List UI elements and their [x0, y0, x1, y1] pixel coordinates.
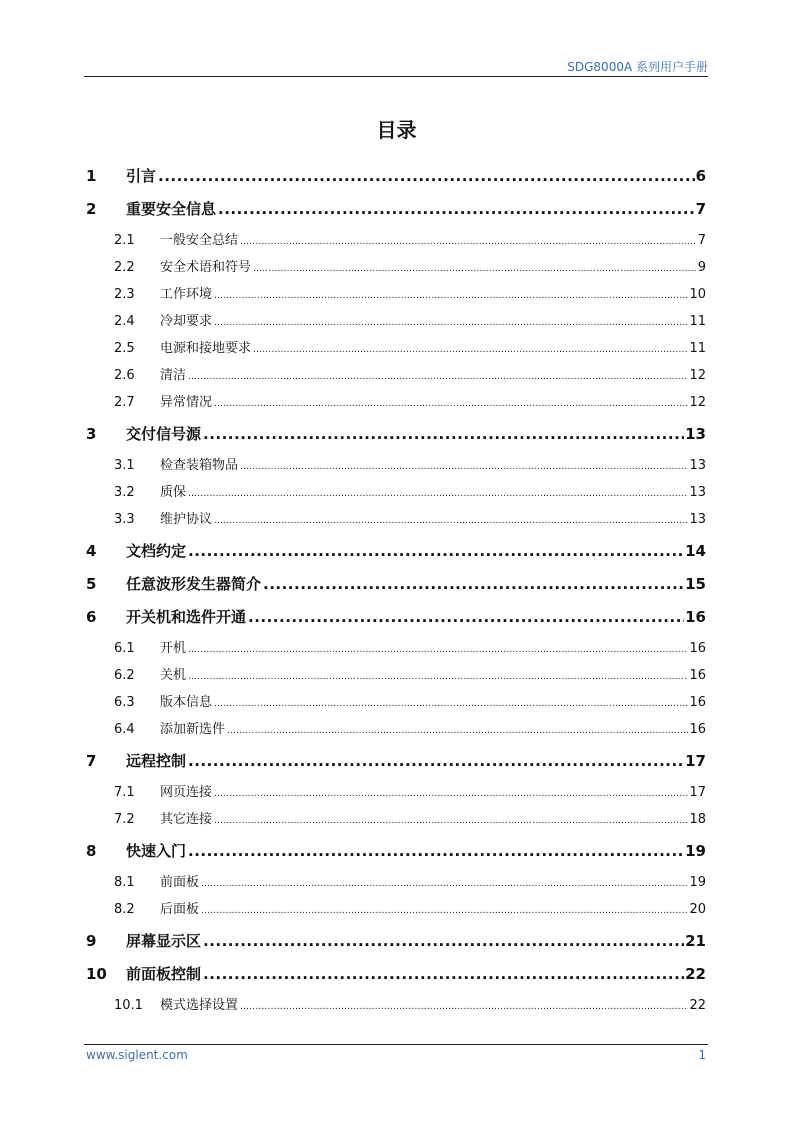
toc-section-entry[interactable]	[84, 308, 706, 335]
toc-entry-page: 13	[685, 425, 706, 443]
toc-entry-number: 5	[86, 575, 97, 593]
toc-entry-page: 22	[685, 965, 706, 983]
toc-entry-label: 开机	[160, 641, 187, 656]
toc-entry-page: 16	[689, 668, 706, 683]
toc-dot-leader	[188, 746, 684, 776]
toc-section-entry[interactable]	[84, 992, 706, 1019]
toc-entry-page: 12	[689, 368, 706, 383]
toc-entry-label: 工作环境	[160, 287, 213, 302]
toc-chapter-entry[interactable]	[84, 926, 706, 956]
toc-entry-page: 14	[685, 542, 706, 560]
toc-entry-page: 13	[689, 458, 706, 473]
toc-section-entry[interactable]	[84, 479, 706, 506]
toc-entry-page: 19	[685, 842, 706, 860]
toc-chapter-entry[interactable]	[84, 569, 706, 599]
toc-entry-number: 8	[86, 842, 97, 860]
toc-section-entry[interactable]	[84, 281, 706, 308]
toc-section-entry[interactable]	[84, 689, 706, 716]
toc-entry-number: 6.4	[114, 722, 135, 737]
toc-entry-label: 前面板控制	[126, 965, 202, 983]
toc-section-entry[interactable]	[84, 779, 706, 806]
toc-entry-label: 质保	[160, 485, 187, 500]
toc-entry-label: 电源和接地要求	[160, 341, 252, 356]
toc-dot-leader	[214, 506, 688, 533]
toc-dot-leader	[158, 161, 695, 191]
toc-dot-leader	[218, 194, 695, 224]
toc-entry-label: 任意波形发生器简介	[126, 575, 262, 593]
toc-entry-label: 屏幕显示区	[126, 932, 202, 950]
toc-entry-number: 1	[86, 167, 97, 185]
toc-section-entry[interactable]	[84, 869, 706, 896]
toc-entry-label: 模式选择设置	[160, 998, 239, 1013]
toc-section-entry[interactable]	[84, 635, 706, 662]
toc-dot-leader	[188, 536, 684, 566]
toc-entry-label: 前面板	[160, 875, 200, 890]
toc-entry-label: 网页连接	[160, 785, 213, 800]
toc-entry-number: 2.4	[114, 314, 135, 329]
toc-entry-label: 开关机和选件开通	[126, 608, 247, 626]
toc-entry-page: 11	[689, 314, 706, 329]
toc-entry-label: 文档约定	[126, 542, 187, 560]
toc-entry-page: 18	[689, 812, 706, 827]
toc-entry-label: 快速入门	[126, 842, 187, 860]
toc-dot-leader	[188, 362, 688, 389]
toc-section-entry[interactable]	[84, 389, 706, 416]
toc-entry-number: 2.1	[114, 233, 135, 248]
toc-entry-page: 7	[697, 233, 706, 248]
toc-entry-label: 引言	[126, 167, 157, 185]
toc-entry-number: 10	[86, 965, 107, 983]
toc-entry-number: 2.2	[114, 260, 135, 275]
toc-entry-label: 安全术语和符号	[160, 260, 252, 275]
toc-entry-number: 6.1	[114, 641, 135, 656]
toc-entry-page: 6	[695, 167, 706, 185]
toc-dot-leader	[240, 452, 688, 479]
toc-dot-leader	[214, 806, 688, 833]
toc-entry-page: 10	[689, 287, 706, 302]
toc-entry-number: 7	[86, 752, 97, 770]
toc-section-entry[interactable]	[84, 362, 706, 389]
toc-section-entry[interactable]	[84, 506, 706, 533]
toc-section-entry[interactable]	[84, 806, 706, 833]
toc-entry-page: 22	[689, 998, 706, 1013]
toc-section-entry[interactable]	[84, 896, 706, 923]
toc-section-entry[interactable]	[84, 335, 706, 362]
toc-entry-label: 异常情况	[160, 395, 213, 410]
toc-entry-number: 2.3	[114, 287, 135, 302]
toc-dot-leader	[203, 926, 684, 956]
toc-entry-page: 11	[689, 341, 706, 356]
running-header: SDG8000A 系列用户手册	[567, 60, 708, 74]
toc-chapter-entry[interactable]	[84, 194, 706, 224]
toc-entry-page: 17	[685, 752, 706, 770]
toc-entry-page: 16	[689, 641, 706, 656]
toc-dot-leader	[214, 779, 688, 806]
toc-chapter-entry[interactable]	[84, 419, 706, 449]
toc-entry-label: 其它连接	[160, 812, 213, 827]
toc-dot-leader	[240, 992, 688, 1019]
toc-entry-page: 16	[685, 608, 706, 626]
toc-entry-number: 7.1	[114, 785, 135, 800]
toc-dot-leader	[240, 227, 697, 254]
toc-dot-leader	[253, 335, 688, 362]
toc-section-entry[interactable]	[84, 254, 706, 281]
header-divider	[84, 76, 708, 77]
toc-entry-label: 远程控制	[126, 752, 187, 770]
toc-dot-leader	[201, 869, 688, 896]
toc-entry-label: 重要安全信息	[126, 200, 217, 218]
toc-section-entry[interactable]	[84, 227, 706, 254]
toc-entry-number: 3.3	[114, 512, 135, 527]
toc-section-entry[interactable]	[84, 716, 706, 743]
footer-page-number: 1	[698, 1048, 706, 1062]
toc-entry-number: 6.2	[114, 668, 135, 683]
toc-dot-leader	[253, 254, 697, 281]
toc-entry-number: 6	[86, 608, 97, 626]
toc-entry-number: 2.6	[114, 368, 135, 383]
toc-section-entry[interactable]	[84, 452, 706, 479]
toc-entry-page: 9	[697, 260, 706, 275]
toc-entry-number: 3	[86, 425, 97, 443]
toc-chapter-entry[interactable]	[84, 959, 706, 989]
toc-dot-leader	[188, 479, 688, 506]
toc-entry-label: 关机	[160, 668, 187, 683]
toc-dot-leader	[214, 281, 688, 308]
toc-entry-page: 16	[689, 722, 706, 737]
toc-entry-number: 2.5	[114, 341, 135, 356]
toc-dot-leader	[203, 419, 684, 449]
toc-entry-number: 8.1	[114, 875, 135, 890]
toc-entry-label: 交付信号源	[126, 425, 202, 443]
toc-entry-label: 冷却要求	[160, 314, 213, 329]
toc-entry-page: 20	[689, 902, 706, 917]
toc-dot-leader	[203, 959, 684, 989]
toc-entry-page: 19	[689, 875, 706, 890]
toc-entry-label: 检查装箱物品	[160, 458, 239, 473]
toc-entry-number: 2	[86, 200, 97, 218]
toc-dot-leader	[201, 896, 688, 923]
toc-entry-number: 2.7	[114, 395, 135, 410]
toc-entry-label: 一般安全总结	[160, 233, 239, 248]
toc-chapter-entry[interactable]	[84, 602, 706, 632]
toc-entry-number: 3.1	[114, 458, 135, 473]
toc-entry-label: 维护协议	[160, 512, 213, 527]
toc-chapter-entry[interactable]	[84, 161, 706, 191]
toc-dot-leader	[263, 569, 684, 599]
toc-dot-leader	[227, 716, 688, 743]
toc-entry-number: 3.2	[114, 485, 135, 500]
footer-website-link[interactable]: www.siglent.com	[86, 1048, 188, 1062]
toc-chapter-entry[interactable]	[84, 836, 706, 866]
toc-entry-number: 7.2	[114, 812, 135, 827]
toc-entry-page: 16	[689, 695, 706, 710]
toc-entry-label: 添加新选件	[160, 722, 226, 737]
toc-dot-leader	[188, 635, 688, 662]
toc-dot-leader	[188, 836, 684, 866]
toc-entry-page: 7	[695, 200, 706, 218]
footer-divider	[84, 1044, 708, 1045]
toc-entry-number: 4	[86, 542, 97, 560]
toc-chapter-entry[interactable]	[84, 746, 706, 776]
toc-entry-number: 6.3	[114, 695, 135, 710]
toc-entry-page: 12	[689, 395, 706, 410]
toc-entry-page: 17	[689, 785, 706, 800]
toc-entry-label: 清洁	[160, 368, 187, 383]
toc-entry-number: 10.1	[114, 998, 143, 1013]
toc-entry-page: 13	[689, 512, 706, 527]
toc-entry-page: 21	[685, 932, 706, 950]
toc-entry-page: 15	[685, 575, 706, 593]
toc-dot-leader	[214, 389, 688, 416]
toc-chapter-entry[interactable]	[84, 536, 706, 566]
page-title: 目录	[376, 118, 417, 142]
toc-entry-page: 13	[689, 485, 706, 500]
toc-dot-leader	[214, 689, 688, 716]
toc-dot-leader	[248, 602, 684, 632]
toc-dot-leader	[188, 662, 688, 689]
toc-entry-number: 8.2	[114, 902, 135, 917]
toc-entry-label: 版本信息	[160, 695, 213, 710]
toc-entry-number: 9	[86, 932, 97, 950]
toc-dot-leader	[214, 308, 688, 335]
toc-section-entry[interactable]	[84, 662, 706, 689]
table-of-contents	[84, 158, 706, 1019]
toc-entry-label: 后面板	[160, 902, 200, 917]
